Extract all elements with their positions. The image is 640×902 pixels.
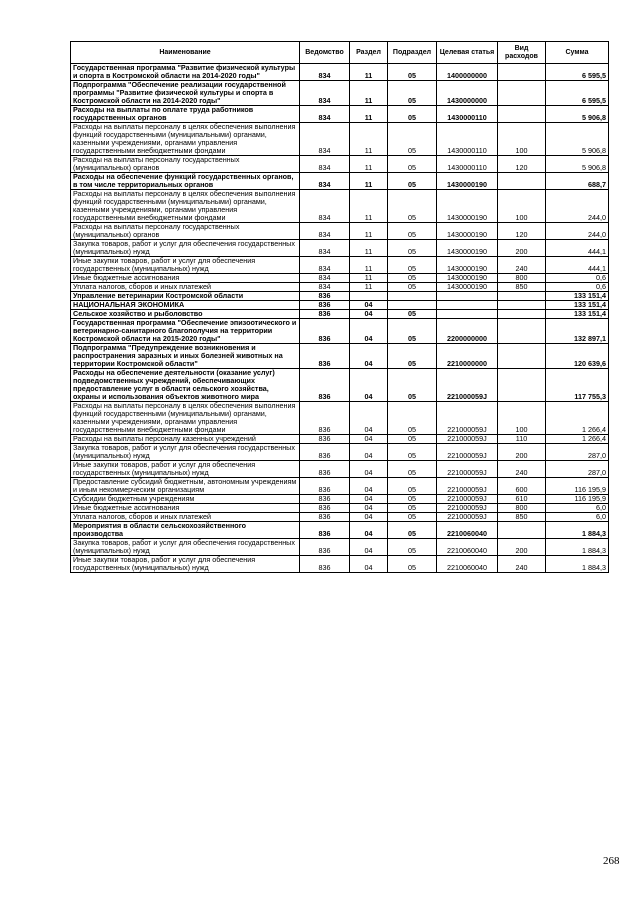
cell-section: 04 [350,478,388,495]
cell-amount: 116 195,9 [546,478,609,495]
cell-name: Подпрограмма "Предупреждение возникновения и распространения заразных и иных болезней животных на территории Костромской области" [71,344,300,369]
cell-name: Иные бюджетные ассигнования [71,274,300,283]
cell-amount: 5 906,8 [546,156,609,173]
cell-amount: 244,0 [546,223,609,240]
cell-target: 221000059J [437,478,498,495]
cell-expense-type: 100 [498,123,546,156]
cell-subsection: 05 [388,257,437,274]
cell-dept: 834 [300,257,350,274]
cell-dept: 836 [300,504,350,513]
header-subsection: Подраздел [388,42,437,64]
cell-dept: 836 [300,292,350,301]
cell-amount: 688,7 [546,173,609,190]
cell-dept: 834 [300,173,350,190]
cell-name: Предоставление субсидий бюджетным, автономным учреждениям и иным некоммерческим организациям [71,478,300,495]
cell-target: 1430000190 [437,173,498,190]
cell-expense-type: 200 [498,539,546,556]
cell-amount: 132 897,1 [546,319,609,344]
cell-amount: 117 755,3 [546,369,609,402]
cell-name: Мероприятия в области сельскохозяйственного производства [71,522,300,539]
cell-target: 221000059J [437,504,498,513]
cell-name: Закупка товаров, работ и услуг для обеспечения государственных (муниципальных) нужд [71,539,300,556]
cell-name: Иные закупки товаров, работ и услуг для обеспечения государственных (муниципальных) нужд [71,257,300,274]
table-row [71,240,609,257]
cell-section: 11 [350,223,388,240]
table-row [71,310,609,319]
table-header-row [71,42,609,64]
cell-section: 11 [350,283,388,292]
cell-target: 1430000190 [437,190,498,223]
cell-section: 04 [350,310,388,319]
cell-subsection: 05 [388,495,437,504]
cell-target: 1400000000 [437,64,498,81]
cell-name: Уплата налогов, сборов и иных платежей [71,513,300,522]
cell-expense-type: 600 [498,478,546,495]
cell-subsection: 05 [388,81,437,106]
cell-dept: 836 [300,444,350,461]
cell-amount: 6 595,5 [546,81,609,106]
cell-amount: 1 266,4 [546,435,609,444]
cell-amount: 444,1 [546,240,609,257]
cell-section: 04 [350,435,388,444]
page-number: 268 [603,855,620,867]
cell-dept: 836 [300,513,350,522]
cell-target: 2210060040 [437,556,498,573]
table-row [71,402,609,435]
cell-dept: 836 [300,461,350,478]
cell-amount: 6 595,5 [546,64,609,81]
cell-name: Государственная программа "Развитие физической культуры и спорта в Костромской области на 2014-2020 годы" [71,64,300,81]
table-row [71,504,609,513]
cell-expense-type: 610 [498,495,546,504]
cell-dept: 836 [300,478,350,495]
cell-subsection: 05 [388,123,437,156]
table-row [71,539,609,556]
table-row [71,173,609,190]
cell-section: 04 [350,539,388,556]
cell-expense-type: 200 [498,240,546,257]
cell-dept: 834 [300,283,350,292]
cell-expense-type [498,106,546,123]
cell-amount: 444,1 [546,257,609,274]
cell-target: 1430000190 [437,240,498,257]
cell-name: НАЦИОНАЛЬНАЯ ЭКОНОМИКА [71,301,300,310]
cell-section: 11 [350,257,388,274]
cell-subsection: 05 [388,310,437,319]
cell-dept: 836 [300,402,350,435]
cell-subsection [388,301,437,310]
cell-dept: 836 [300,495,350,504]
header-amount: Сумма [546,42,609,64]
table-row [71,369,609,402]
cell-subsection: 05 [388,344,437,369]
cell-target: 1430000190 [437,223,498,240]
cell-target: 221000059J [437,402,498,435]
cell-dept: 834 [300,274,350,283]
cell-section: 11 [350,240,388,257]
cell-dept: 834 [300,190,350,223]
cell-subsection: 05 [388,106,437,123]
cell-dept: 834 [300,240,350,257]
cell-target: 221000059J [437,495,498,504]
cell-amount: 133 151,4 [546,310,609,319]
cell-amount: 5 906,8 [546,106,609,123]
cell-name: Закупка товаров, работ и услуг для обеспечения государственных (муниципальных) нужд [71,240,300,257]
cell-subsection: 05 [388,478,437,495]
header-target: Целевая статья [437,42,498,64]
cell-name: Закупка товаров, работ и услуг для обеспечения государственных (муниципальных) нужд [71,444,300,461]
cell-amount: 6,0 [546,504,609,513]
table-row [71,522,609,539]
cell-expense-type: 110 [498,435,546,444]
cell-name: Расходы на обеспечение деятельности (оказание услуг) подведомственных учреждений, обеспечивающих предоставление услуг в области сельского хозяйства, охраны и использования объектов животного мира [71,369,300,402]
cell-subsection: 05 [388,240,437,257]
cell-section: 04 [350,402,388,435]
cell-name: Государственная программа "Обеспечение эпизоотического и ветеринарно-санитарного благополучия на территории Костромской области на 2015-2020 годы" [71,319,300,344]
cell-subsection: 05 [388,173,437,190]
cell-expense-type: 100 [498,190,546,223]
table-row [71,435,609,444]
cell-target [437,292,498,301]
cell-section: 11 [350,173,388,190]
cell-name: Расходы на выплаты персоналу государственных (муниципальных) органов [71,223,300,240]
cell-expense-type [498,319,546,344]
cell-subsection: 05 [388,319,437,344]
cell-section: 04 [350,444,388,461]
cell-expense-type: 120 [498,156,546,173]
cell-expense-type [498,301,546,310]
cell-dept: 836 [300,435,350,444]
cell-expense-type: 800 [498,274,546,283]
cell-name: Расходы на выплаты персоналу в целях обеспечения выполнения функций государственными (муниципальными) органами, казенными учреждениями, органами управления государственными внебюджетными фондами [71,123,300,156]
cell-section [350,292,388,301]
cell-subsection: 05 [388,504,437,513]
cell-subsection: 05 [388,64,437,81]
cell-subsection: 05 [388,402,437,435]
table-row [71,319,609,344]
table-row [71,444,609,461]
table-row [71,301,609,310]
table-row [71,495,609,504]
cell-dept: 836 [300,319,350,344]
budget-table [70,41,609,573]
cell-expense-type: 800 [498,504,546,513]
table-row [71,156,609,173]
table-row [71,461,609,478]
cell-dept: 836 [300,556,350,573]
table-row [71,190,609,223]
cell-dept: 834 [300,123,350,156]
cell-section: 11 [350,64,388,81]
cell-dept: 834 [300,81,350,106]
cell-target: 221000059J [437,444,498,461]
cell-subsection: 05 [388,283,437,292]
table-row [71,283,609,292]
cell-section: 11 [350,274,388,283]
cell-amount: 133 151,4 [546,292,609,301]
cell-name: Сельское хозяйство и рыболовство [71,310,300,319]
table-row [71,257,609,274]
cell-section: 04 [350,301,388,310]
cell-target: 1430000000 [437,81,498,106]
cell-subsection: 05 [388,539,437,556]
cell-dept: 836 [300,310,350,319]
header-expense-type: Вид расходов [498,42,546,64]
table-row [71,106,609,123]
cell-target [437,301,498,310]
cell-expense-type: 200 [498,444,546,461]
cell-subsection: 05 [388,274,437,283]
cell-amount: 116 195,9 [546,495,609,504]
cell-target: 221000059J [437,435,498,444]
cell-name: Подпрограмма "Обеспечение реализации государственной программы "Развитие физической культуры и спорта в Костромской области на 2014-2020 годы" [71,81,300,106]
cell-name: Иные закупки товаров, работ и услуг для обеспечения государственных (муниципальных) нужд [71,556,300,573]
cell-amount: 0,6 [546,283,609,292]
cell-target: 2210000000 [437,344,498,369]
cell-expense-type [498,344,546,369]
cell-target: 1430000110 [437,156,498,173]
cell-subsection [388,292,437,301]
table-row [71,292,609,301]
cell-dept: 834 [300,223,350,240]
table-row [71,223,609,240]
cell-amount: 287,0 [546,444,609,461]
cell-name: Расходы на выплаты персоналу казенных учреждений [71,435,300,444]
cell-target: 1430000190 [437,283,498,292]
cell-target: 1430000110 [437,106,498,123]
cell-expense-type [498,292,546,301]
cell-target: 221000059J [437,461,498,478]
cell-subsection: 05 [388,190,437,223]
cell-subsection: 05 [388,369,437,402]
cell-target: 2210060040 [437,522,498,539]
table-row [71,344,609,369]
cell-target: 1430000190 [437,274,498,283]
cell-section: 04 [350,461,388,478]
cell-target: 1430000190 [437,257,498,274]
cell-section: 04 [350,344,388,369]
table-row [71,64,609,81]
cell-section: 11 [350,156,388,173]
cell-target: 2200000000 [437,319,498,344]
table-row [71,274,609,283]
header-name: Наименование [71,42,300,64]
cell-expense-type [498,369,546,402]
cell-target: 1430000110 [437,123,498,156]
cell-amount: 133 151,4 [546,301,609,310]
cell-expense-type [498,64,546,81]
cell-name: Расходы на обеспечение функций государственных органов, в том числе территориальных органов [71,173,300,190]
cell-section: 04 [350,556,388,573]
cell-expense-type: 120 [498,223,546,240]
cell-section: 11 [350,81,388,106]
cell-expense-type [498,173,546,190]
cell-subsection: 05 [388,461,437,478]
cell-name: Расходы на выплаты персоналу в целях обеспечения выполнения функций государственными (муниципальными) органами, казенными учреждениями, органами управления государственными внебюджетными фондами [71,402,300,435]
cell-expense-type [498,310,546,319]
cell-section: 04 [350,369,388,402]
cell-expense-type: 850 [498,283,546,292]
cell-section: 04 [350,319,388,344]
cell-dept: 836 [300,522,350,539]
cell-subsection: 05 [388,223,437,240]
cell-dept: 836 [300,301,350,310]
cell-target: 2210060040 [437,539,498,556]
cell-name: Иные закупки товаров, работ и услуг для обеспечения государственных (муниципальных) нужд [71,461,300,478]
cell-name: Расходы на выплаты персоналу государственных (муниципальных) органов [71,156,300,173]
cell-target: 221000059J [437,369,498,402]
cell-name: Расходы на выплаты по оплате труда работников государственных органов [71,106,300,123]
header-section: Раздел [350,42,388,64]
cell-section: 04 [350,513,388,522]
cell-section: 04 [350,504,388,513]
cell-subsection: 05 [388,435,437,444]
header-dept: Ведомство [300,42,350,64]
cell-amount: 6,0 [546,513,609,522]
cell-dept: 836 [300,539,350,556]
cell-amount: 1 884,3 [546,556,609,573]
cell-target: 221000059J [437,513,498,522]
cell-name: Субсидии бюджетным учреждениям [71,495,300,504]
cell-dept: 834 [300,156,350,173]
cell-subsection: 05 [388,522,437,539]
cell-amount: 0,6 [546,274,609,283]
cell-subsection: 05 [388,513,437,522]
cell-dept: 834 [300,64,350,81]
cell-section: 11 [350,190,388,223]
cell-name: Иные бюджетные ассигнования [71,504,300,513]
cell-section: 11 [350,123,388,156]
cell-amount: 120 639,6 [546,344,609,369]
cell-subsection: 05 [388,556,437,573]
table-row [71,513,609,522]
cell-amount: 1 266,4 [546,402,609,435]
cell-expense-type: 240 [498,556,546,573]
cell-subsection: 05 [388,444,437,461]
cell-expense-type: 240 [498,461,546,478]
table-row [71,478,609,495]
cell-target [437,310,498,319]
cell-amount: 1 884,3 [546,539,609,556]
cell-amount: 287,0 [546,461,609,478]
cell-name: Уплата налогов, сборов и иных платежей [71,283,300,292]
cell-expense-type: 240 [498,257,546,274]
cell-section: 04 [350,522,388,539]
cell-subsection: 05 [388,156,437,173]
cell-dept: 836 [300,369,350,402]
table-body [71,64,609,573]
table-row [71,123,609,156]
cell-name: Расходы на выплаты персоналу в целях обеспечения выполнения функций государственными (муниципальными) органами, казенными учреждениями, органами управления государственными внебюджетными фондами [71,190,300,223]
table-row [71,556,609,573]
cell-expense-type [498,81,546,106]
cell-expense-type: 100 [498,402,546,435]
cell-amount: 244,0 [546,190,609,223]
cell-section: 04 [350,495,388,504]
cell-amount: 1 884,3 [546,522,609,539]
cell-section: 11 [350,106,388,123]
table-row [71,81,609,106]
cell-expense-type: 850 [498,513,546,522]
cell-dept: 834 [300,106,350,123]
cell-name: Управление ветеринарии Костромской области [71,292,300,301]
cell-dept: 836 [300,344,350,369]
cell-expense-type [498,522,546,539]
cell-amount: 5 906,8 [546,123,609,156]
